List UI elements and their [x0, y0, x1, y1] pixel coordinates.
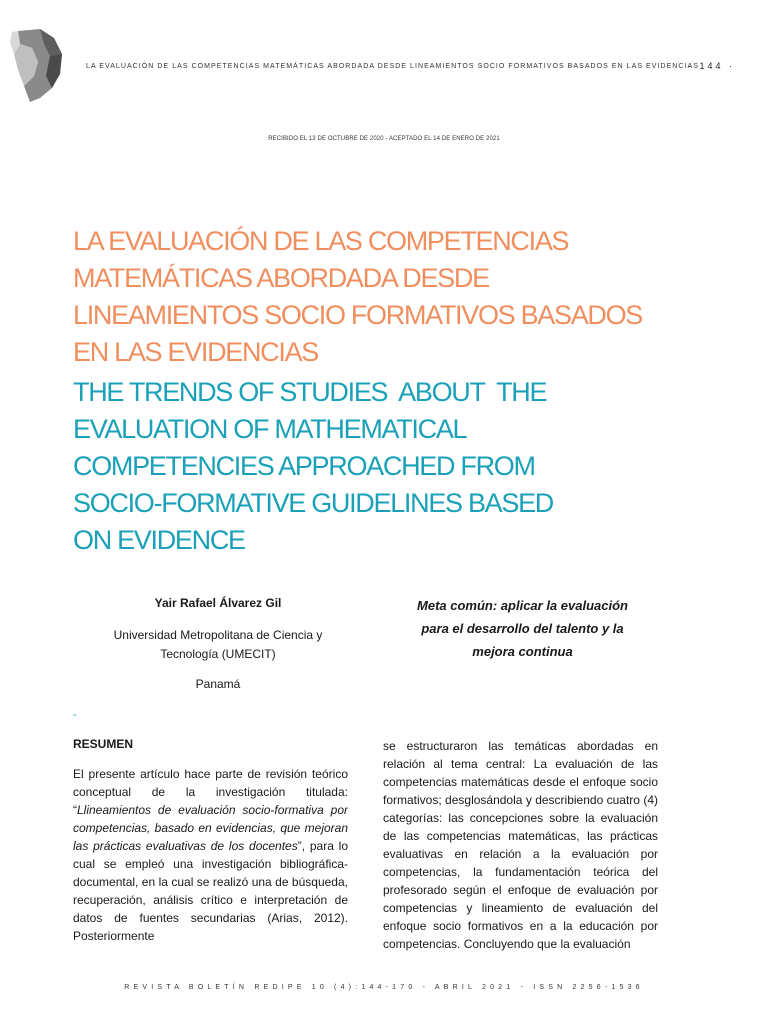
running-head: LA EVALUACIÓN DE LAS COMPETENCIAS MATEMÁTICAS ABORDADA DESDE LINEAMIENTOS SOCIO FORMATIVOS BASADOS EN LAS EVIDENCIAS: [86, 63, 699, 70]
abstract-text: ”, para lo cual se empleó una investigación bibliográfica-documental, en la cual se realizó una de búsqueda, recuperación, análisis crítico e interpretación de datos de fuentes secundarias (Arias, 2012). Posteriormente: [73, 839, 348, 943]
footnote-marker: -: [73, 709, 77, 721]
abstract-text: El presente artículo hace parte de revisión teórico conceptual de la investigación titulada: “: [73, 767, 348, 817]
title-es-line: LA EVALUACIÓN DE LAS COMPETENCIAS: [73, 226, 569, 256]
motto-line: mejora continua: [472, 644, 573, 659]
title-en-line: EVALUATION OF MATHEMATICAL: [73, 414, 467, 444]
author-name: Yair Rafael Álvarez Gil: [154, 596, 282, 610]
title-en-line: THE TRENDS OF STUDIES ABOUT THE: [73, 377, 547, 407]
title-en-line: ON EVIDENCE: [73, 525, 245, 555]
title-spanish: [73, 223, 713, 371]
author-country: Panamá: [195, 677, 241, 691]
journal-logo: [10, 26, 68, 106]
journal-footer: REVISTA BOLETÍN REDIPE 10 (4):144-170 - ABRIL 2021 - ISSN 2256-1536: [124, 984, 644, 991]
title-en-line: SOCIO-FORMATIVE GUIDELINES BASED: [73, 488, 553, 518]
motto-line: para el desarrollo del talento y la: [421, 621, 624, 636]
page-number: · 144 ·: [688, 61, 736, 71]
title-es-line: MATEMÁTICAS ABORDADA DESDE: [73, 263, 489, 293]
title-es-line: LINEAMIENTOS SOCIO FORMATIVOS BASADOS: [73, 300, 643, 330]
abstract-heading: RESUMEN: [73, 737, 134, 751]
affiliation-line: Universidad Metropolitana de Ciencia y: [113, 628, 323, 642]
title-es-line: EN LAS EVIDENCIAS: [73, 337, 318, 367]
abstract-paragraph-continued: se estructuraron las temáticas abordadas en relación al tema central: La evaluación de las competencias matemáticas desde el enfoque socio formativos; desglosándola y describiendo cuatro (4) categorías: las concepciones sobre la evaluación de las competencias matemáticas, las prácticas evaluativas en relación a la evaluación por competencias, la fundamentación teórica del profesorado según el enfoque de evaluación por competencias y lineamiento de evaluación del enfoque socio formativos en a la educación por competencias. Concluyendo que la evaluación: [383, 739, 658, 951]
title-en-line: COMPETENCIES APPROACHED FROM: [73, 451, 535, 481]
abstract-paragraph: [73, 765, 348, 949]
author-affiliation: [73, 626, 363, 664]
motto: [385, 594, 660, 663]
received-accepted-dates: RECIBIDO EL 13 DE OCTUBRE DE 2020 - ACEPTADO EL 14 DE ENERO DE 2021: [268, 136, 500, 142]
title-english: [73, 374, 713, 559]
affiliation-line: Tecnología (UMECIT): [160, 647, 276, 661]
research-title: Llineamientos de evaluación socio-formativa por competencias, basado en evidencias, que mejoran las prácticas evaluativas de los docentes: [73, 803, 348, 853]
motto-line: Meta común: aplicar la evaluación: [417, 598, 628, 613]
